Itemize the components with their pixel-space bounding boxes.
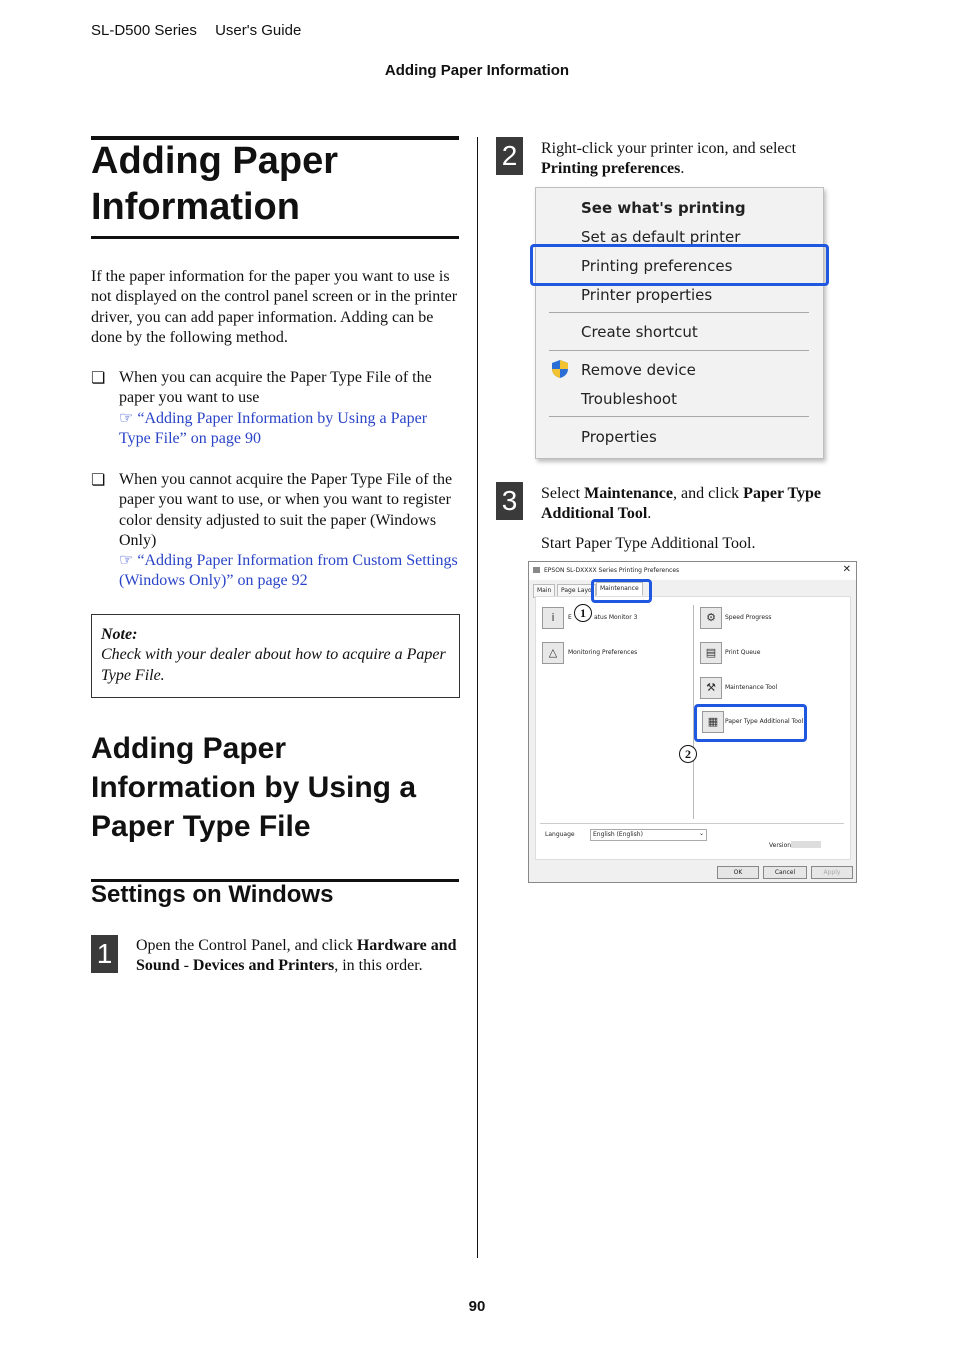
section-heading-line-2: Information by Using a: [91, 771, 417, 804]
menu-item-remove-device[interactable]: Remove device: [581, 361, 696, 379]
callout-number: 1: [574, 604, 592, 622]
print-queue-label: Print Queue: [725, 649, 761, 656]
checkbox-icon: ❏: [91, 370, 106, 387]
section-header: Adding Paper Information: [384, 62, 570, 79]
page-title-line-1: Adding Paper: [91, 140, 339, 182]
tab-maintenance[interactable]: Maintenance: [596, 582, 643, 596]
step-number: 3: [496, 482, 523, 520]
print-queue-icon[interactable]: ▤: [700, 642, 722, 664]
dialog-title-bar: [529, 562, 856, 580]
chevron-down-icon: ⌄: [698, 830, 704, 837]
bullet-item: [119, 470, 459, 592]
status-monitor-label-start: E: [568, 614, 572, 621]
status-monitor-label: atus Monitor 3: [594, 614, 638, 621]
step-text: [136, 936, 458, 977]
reference-icon: ☞: [119, 552, 134, 570]
step-number: 1: [91, 935, 118, 973]
menu-item-create-shortcut[interactable]: Create shortcut: [581, 323, 698, 341]
bullet-text: When you can acquire the Paper Type File of the paper you want to use: [119, 369, 432, 407]
section-heading: [91, 729, 459, 846]
section-heading-line-1: Adding Paper: [91, 732, 287, 765]
ok-button[interactable]: OK: [717, 866, 759, 879]
step-subtext: Start Paper Type Additional Tool.: [541, 535, 756, 552]
step-text-bold: Maintenance: [584, 485, 673, 502]
close-icon[interactable]: ✕: [842, 564, 851, 575]
step-text-part: Right-click your printer icon, and select: [541, 140, 797, 157]
menu-item-set-default[interactable]: Set as default printer: [581, 228, 741, 246]
gear-icon[interactable]: ⚙: [700, 607, 722, 629]
page-title: [91, 138, 459, 230]
step-text-part: Open the Control Panel, and click: [136, 937, 357, 954]
guide-name: User's Guide: [215, 22, 302, 39]
note-box: [91, 614, 460, 698]
printer-icon: [533, 567, 540, 573]
step-text-part: .: [680, 160, 685, 178]
bullet-item: [119, 368, 459, 449]
paper-type-tool-icon[interactable]: ▦: [702, 711, 724, 733]
apply-button[interactable]: Apply: [811, 866, 853, 879]
status-monitor-icon[interactable]: i: [542, 607, 564, 629]
checkbox-icon: ❏: [91, 472, 106, 489]
language-select[interactable]: [590, 829, 707, 841]
monitoring-preferences-icon[interactable]: △: [542, 642, 564, 664]
highlight-paper-type-tool: [694, 704, 807, 742]
paper-type-additional-tool-label[interactable]: Paper Type Additional Tool: [725, 718, 804, 725]
context-menu-screenshot: [535, 187, 824, 459]
cross-ref-link[interactable]: [119, 551, 459, 592]
step-text-bold: Paper Type Additional Tool: [541, 485, 821, 523]
intro-paragraph: If the paper information for the paper you want to use is not displayed on the control panel screen or in the printer driver, you can add paper information. Adding can be done by the following method.: [91, 268, 458, 346]
menu-item-properties[interactable]: Properties: [581, 428, 657, 446]
step-number: 2: [496, 137, 523, 175]
menu-separator: [549, 312, 809, 313]
step-text-part: .: [647, 505, 652, 523]
running-header: [91, 22, 315, 39]
section-heading-line-3: Paper Type File: [91, 810, 311, 843]
menu-separator: [549, 350, 809, 351]
subsection-heading: Settings on Windows: [91, 881, 334, 908]
note-text: Check with your dealer about how to acquire a Paper Type File.: [101, 646, 446, 684]
step-text-bold: Devices and Printers: [192, 957, 335, 975]
menu-item-troubleshoot[interactable]: Troubleshoot: [581, 390, 677, 408]
step-text-part: , in this order.: [334, 957, 423, 975]
step-text-part: , and click: [672, 485, 744, 502]
page-number: 90: [468, 1298, 486, 1315]
maintenance-tool-label: Maintenance Tool: [725, 684, 778, 691]
monitoring-preferences-label: Monitoring Preferences: [568, 649, 638, 656]
title-bottom-rule: [91, 236, 459, 239]
menu-item-see-whats-printing[interactable]: See what's printing: [581, 199, 746, 217]
menu-item-printing-preferences[interactable]: Printing preferences: [581, 257, 733, 275]
version-label: Version: [769, 842, 792, 849]
step-text-bold: Hardware and Sound: [136, 937, 457, 975]
menu-separator: [549, 416, 809, 417]
highlight-printing-preferences: [530, 244, 829, 286]
product-name: SL-D500 Series: [91, 22, 197, 39]
cross-ref-text[interactable]: “Adding Paper Information from Custom Settings (Windows Only)” on page 92: [119, 552, 458, 590]
page-title-line-2: Information: [91, 186, 300, 228]
speed-progress-label: Speed Progress: [725, 614, 772, 621]
step-text-part: -: [179, 957, 193, 975]
version-value-redacted: [791, 841, 821, 848]
cross-ref-text[interactable]: “Adding Paper Information by Using a Paper Type File” on page 90: [119, 409, 428, 447]
step-text-bold: Printing preferences: [541, 160, 681, 178]
bullet-text: When you cannot acquire the Paper Type File of the paper you want to use, or when you want to register color density adjusted to suit the paper (Windows Only): [119, 471, 453, 549]
shield-icon: [550, 359, 570, 379]
panel-separator: [540, 823, 844, 824]
tab-page-layout[interactable]: Page Layo: [557, 584, 596, 598]
menu-item-printer-properties[interactable]: Printer properties: [581, 286, 713, 304]
tab-main[interactable]: Main: [533, 584, 555, 598]
cancel-button[interactable]: Cancel: [763, 866, 807, 879]
language-value: English (English): [593, 831, 643, 838]
column-divider: [477, 137, 478, 1258]
maintenance-tool-icon[interactable]: ⚒: [700, 677, 722, 699]
cross-ref-link[interactable]: [119, 409, 459, 450]
highlight-maintenance-tab: [591, 579, 652, 603]
callout-number: 2: [679, 745, 697, 763]
dialog-title: EPSON SL-DXXXX Series Printing Preferences: [544, 567, 680, 574]
step-text: [541, 139, 841, 180]
step-text-part: Select: [541, 485, 585, 502]
step-text: [541, 484, 841, 525]
language-label: Language: [545, 831, 575, 838]
note-label: Note:: [101, 626, 138, 643]
reference-icon: ☞: [119, 409, 134, 427]
